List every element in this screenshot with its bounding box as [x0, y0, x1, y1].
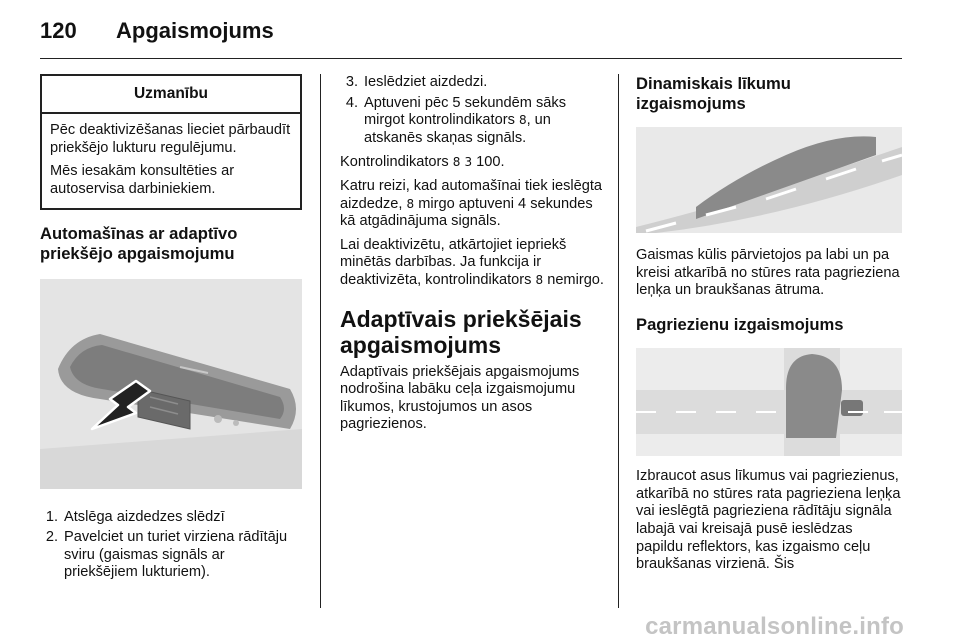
dynamic-curve-illustration: [636, 127, 902, 233]
indicator-lamp-icon: 8: [452, 155, 461, 170]
step-item: 4. Aptuveni pēc 5 sekundēm sāks mirgot kontrolindikators 8, un atskanēs skaņas signāls.: [345, 94, 566, 146]
column-2: [340, 74, 604, 434]
stalk-illustration: [40, 279, 302, 489]
column-1: [40, 74, 302, 582]
indicator-lamp-icon: 8: [535, 272, 544, 287]
steps-list-1: [40, 509, 302, 581]
warning-heading: Uzmanību: [42, 76, 300, 114]
column-divider-2: [618, 74, 619, 608]
page-title: Apgaismojums: [116, 18, 274, 43]
page-number: 120: [40, 18, 77, 43]
column-divider-1: [320, 74, 321, 608]
section-heading-adaptive: Adaptīvais priekšējais apgaismojums: [340, 305, 582, 358]
indicator-lamp-icon: 8: [518, 113, 527, 128]
warning-text-1: Pēc deaktivizēšanas lieciet pārbaudīt priekšējo lukturu regulējumu.: [50, 122, 291, 156]
deactivate-paragraph: Lai deaktivizētu, atkārtojiet iepriekš minētās darbības. Ja funkcija ir deaktivizēta, kontrolindikators 8 nemirgo.: [340, 236, 604, 288]
curve-light-drawing: [636, 127, 902, 233]
warning-body: [42, 114, 300, 208]
warning-box: [40, 74, 302, 210]
steps-list-2: [340, 74, 604, 147]
page-reference-arrow-icon: 3: [464, 155, 473, 170]
indicator-lamp-icon: 8: [406, 196, 415, 211]
dynamic-curve-text: Gaismas kūlis pārvietojos pa labi un pa kreisi atkarībā no stūres rata pagrieziena leņķa un braukšanas ātruma.: [636, 247, 900, 299]
step-item: 2. Pavelciet un turiet virziena rādītāju sviru (gaismas signāls ar priekšējiem lukturiem).: [45, 528, 288, 581]
header-rule: [40, 58, 902, 59]
reminder-paragraph: Katru reizi, kad automašīnai tiek ieslēgta aizdedze, 8 mirgo aptuveni 4 sekundes kā atgādinājuma signāls.: [340, 177, 603, 230]
adaptive-intro: Adaptīvais priekšējais apgaismojums nodrošina labāku ceļa izgaismojumu līkumos, krustojumos un asos pagriezienos.: [340, 363, 580, 433]
cornering-text: Izbraucot asus līkumus vai pagriezienus, atkarībā no stūres rata pagrieziena leņķa vai ieslēgtā pagrieziena rādītāju signāla labajā vai kreisajā pusē ieslēdzas papildu reflektors, kas izgaismo ceļu braukšanas virzienā. Šis: [636, 468, 901, 573]
section-heading-afl: Automašīnas ar adaptīvo priekšējo apgaismojumu: [40, 224, 238, 263]
step-item: 3. Ieslēdziet aizdedzi.: [345, 74, 488, 90]
heading-cornering: Pagriezienu izgaismojums: [636, 314, 844, 334]
step-item: 1. Atslēga aizdedzes slēdzī: [45, 509, 225, 526]
turn-signal-stalk-drawing: [40, 279, 302, 489]
column-3: [636, 74, 902, 574]
indicator-reference: Kontrolindikators 8 3 100.: [340, 154, 505, 171]
cornering-light-drawing: [636, 348, 902, 456]
heading-dynamic-curve: Dinamiskais līkumu izgaismojums: [636, 74, 791, 113]
warning-text-2: Mēs iesakām konsultēties ar autoservisa darbiniekiem.: [50, 163, 235, 197]
cornering-light-illustration: [636, 348, 902, 456]
site-watermark: carmanualsonline.info: [645, 613, 904, 640]
